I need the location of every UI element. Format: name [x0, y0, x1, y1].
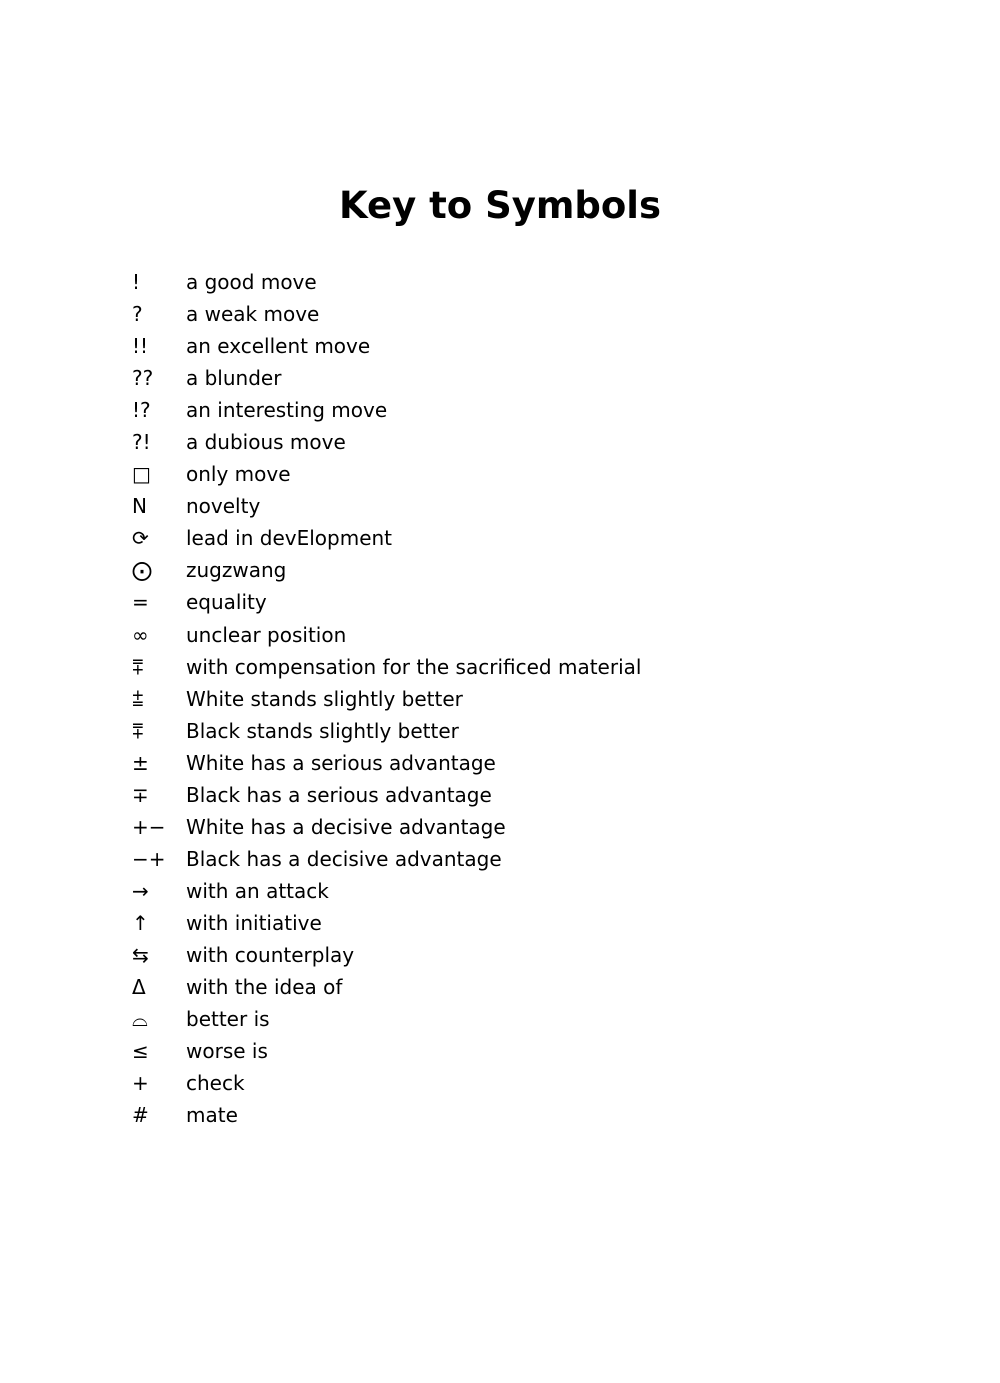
symbol-glyph: ⩱ — [132, 718, 144, 743]
symbol-meaning: better is — [186, 1007, 270, 1032]
symbol-meaning: Black has a decisive advantage — [186, 846, 502, 871]
legend-row-zugzwang — [132, 554, 892, 586]
legend-row-unclear-position — [132, 619, 892, 651]
symbol-meaning: with the idea of — [186, 975, 343, 1000]
symbol-glyph: !? — [132, 398, 151, 423]
symbol-meaning: novelty — [186, 494, 261, 519]
legend-row-white-serious-advantage — [132, 747, 892, 779]
symbol-meaning: with an attack — [186, 878, 329, 903]
symbol-meaning: White has a decisive advantage — [186, 814, 506, 839]
symbol-glyph: ! — [132, 270, 141, 295]
symbol-meaning: a dubious move — [186, 430, 346, 455]
legend-row-attack — [132, 875, 892, 907]
symbol-legend-list — [132, 266, 892, 1131]
symbol-meaning: equality — [186, 590, 267, 615]
legend-row-compensation — [132, 651, 892, 683]
symbol-glyph: + — [132, 1071, 149, 1096]
symbol-glyph: N — [132, 494, 147, 519]
right-arrow-icon: → — [132, 878, 149, 903]
page-title: Key to Symbols — [338, 184, 662, 227]
symbol-glyph: ∓ — [132, 782, 149, 807]
legend-row-white-decisive-advantage — [132, 811, 892, 843]
symbol-glyph: ± — [132, 750, 149, 775]
legend-row-interesting-move — [132, 394, 892, 426]
legend-row-black-serious-advantage — [132, 779, 892, 811]
symbol-meaning: check — [186, 1071, 245, 1096]
legend-row-better-is — [132, 1003, 892, 1035]
symbol-meaning: lead in devElopment — [186, 526, 393, 551]
legend-row-black-decisive-advantage — [132, 843, 892, 875]
legend-row-initiative — [132, 907, 892, 939]
legend-row-check — [132, 1067, 892, 1099]
compensation-icon: ⩱ — [132, 654, 144, 679]
symbol-meaning: Black has a serious advantage — [186, 782, 492, 807]
symbol-glyph: −+ — [132, 846, 166, 871]
only-move-square-icon: □ — [132, 462, 151, 487]
legend-row-black-slightly-better — [132, 715, 892, 747]
symbol-meaning: only move — [186, 462, 291, 487]
clockwise-arrow-icon: ⟳ — [132, 526, 149, 551]
symbol-meaning: with initiative — [186, 910, 322, 935]
legend-row-lead-in-development — [132, 522, 892, 554]
symbol-meaning: worse is — [186, 1039, 268, 1064]
symbol-meaning: with counterplay — [186, 943, 355, 967]
symbol-meaning: a weak move — [186, 302, 320, 327]
symbol-glyph: !! — [132, 334, 149, 359]
symbol-meaning: unclear position — [186, 622, 347, 647]
symbol-meaning: an excellent move — [186, 334, 371, 359]
symbol-glyph: ? — [132, 302, 143, 327]
symbol-meaning: White stands slightly better — [186, 686, 463, 711]
symbol-glyph: # — [132, 1103, 149, 1128]
symbol-meaning: Black stands slightly better — [186, 718, 459, 743]
symbol-glyph: = — [132, 590, 149, 615]
legend-row-counterplay — [132, 939, 892, 971]
legend-row-excellent-move — [132, 330, 892, 362]
legend-row-worse-is — [132, 1035, 892, 1067]
legend-row-equality — [132, 586, 892, 618]
symbol-glyph: ?? — [132, 366, 154, 391]
infinity-icon: ∞ — [132, 622, 149, 647]
up-arrow-icon: ↑ — [132, 910, 149, 935]
legend-row-only-move — [132, 458, 892, 490]
legend-row-idea-of — [132, 971, 892, 1003]
symbol-meaning: a blunder — [186, 366, 282, 391]
legend-row-good-move — [132, 266, 892, 298]
symbol-meaning: zugzwang — [186, 558, 287, 583]
legend-row-weak-move — [132, 298, 892, 330]
legend-row-novelty — [132, 490, 892, 522]
symbol-meaning: a good move — [186, 270, 317, 295]
less-or-equal-icon: ≤ — [132, 1039, 149, 1064]
symbol-glyph: ?! — [132, 430, 151, 455]
legend-row-white-slightly-better — [132, 683, 892, 715]
legend-row-blunder — [132, 362, 892, 394]
symbol-glyph: ⩲ — [132, 686, 144, 711]
exchange-arrows-icon: ⇆ — [132, 943, 149, 967]
legend-row-dubious-move — [132, 426, 892, 458]
symbol-meaning: with compensation for the sacrificed material — [186, 654, 642, 679]
symbol-glyph: +− — [132, 814, 166, 839]
symbol-meaning: mate — [186, 1103, 238, 1128]
circled-dot-icon: ⨀ — [132, 558, 152, 583]
delta-icon: Δ — [132, 975, 146, 1000]
legend-row-mate — [132, 1099, 892, 1131]
symbol-meaning: White has a serious advantage — [186, 750, 496, 775]
segment-arc-icon: ⌓ — [132, 1007, 148, 1032]
symbol-meaning: an interesting move — [186, 398, 388, 423]
